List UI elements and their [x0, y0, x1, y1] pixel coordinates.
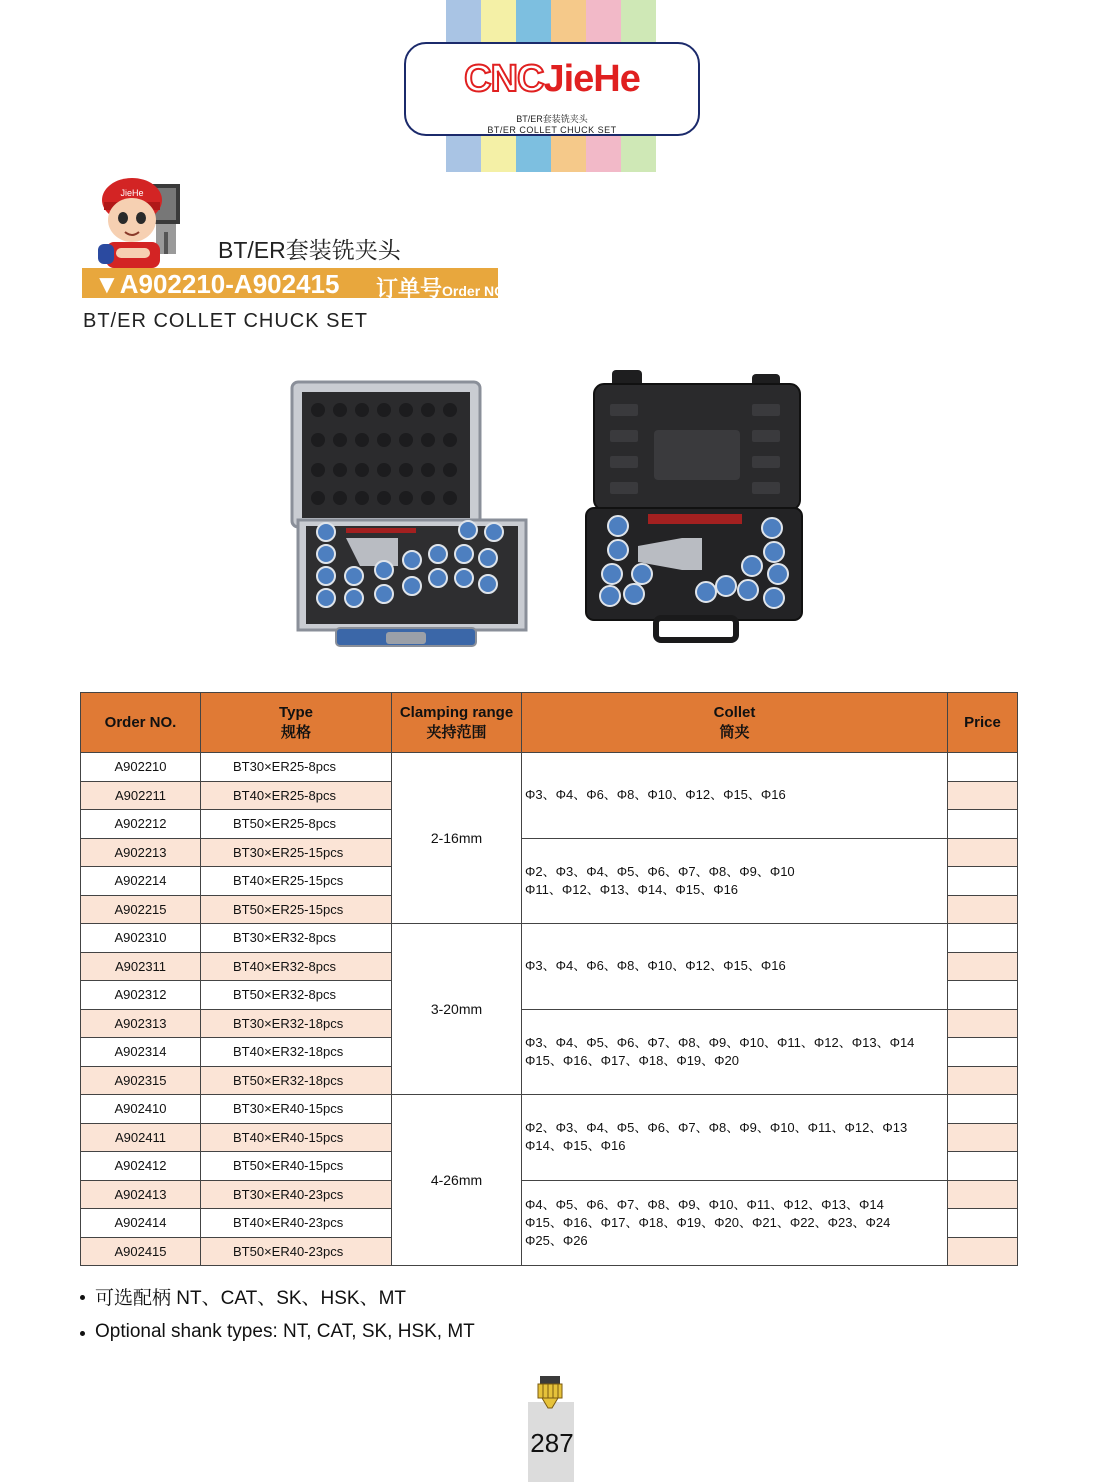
- type-cell: BT50×ER40-23pcs: [201, 1237, 392, 1266]
- type-cell: BT50×ER25-8pcs: [201, 810, 392, 839]
- price-cell: [948, 924, 1018, 953]
- header-order-label: Order NO.: [104, 713, 177, 731]
- price-cell: [948, 895, 1018, 924]
- header-range-en: Clamping range: [399, 703, 514, 721]
- header-collet: [522, 693, 948, 753]
- type-cell: BT30×ER25-15pcs: [201, 838, 392, 867]
- price-cell: [948, 1123, 1018, 1152]
- price-cell: [948, 1152, 1018, 1181]
- order-cell: A902410: [81, 1095, 201, 1124]
- aluminium-case-photo: [288, 380, 528, 650]
- header-price: [948, 693, 1018, 753]
- price-cell: [948, 781, 1018, 810]
- svg-text:JieHe: JieHe: [120, 188, 144, 198]
- order-cell: A902215: [81, 895, 201, 924]
- order-cell: A902310: [81, 924, 201, 953]
- type-cell: BT40×ER25-8pcs: [201, 781, 392, 810]
- note-item: [80, 1321, 475, 1343]
- price-cell: [948, 1066, 1018, 1095]
- order-cell: A902415: [81, 1237, 201, 1266]
- order-cell: A902412: [81, 1152, 201, 1181]
- collet-cell: [522, 1095, 948, 1181]
- collet-cell: [522, 1009, 948, 1095]
- type-cell: BT30×ER25-8pcs: [201, 753, 392, 782]
- bullet-icon: [80, 1331, 85, 1336]
- collet-cell: [522, 1180, 948, 1266]
- order-cell: A902312: [81, 981, 201, 1010]
- tool-holder-icon: [530, 1374, 570, 1414]
- order-cell: A902313: [81, 1009, 201, 1038]
- collet-line: Φ11、Φ12、Φ13、Φ14、Φ15、Φ16: [525, 881, 739, 897]
- header-type-en: Type: [279, 703, 313, 721]
- type-cell: BT50×ER40-15pcs: [201, 1152, 392, 1181]
- order-cell: A902414: [81, 1209, 201, 1238]
- table-row: [81, 1095, 1018, 1124]
- logo-name: JieHe: [543, 58, 640, 100]
- product-title-cn: BT/ER套装铣夹头: [218, 237, 401, 263]
- collet-line: Φ3、Φ4、Φ6、Φ8、Φ10、Φ12、Φ15、Φ16: [525, 787, 786, 803]
- type-cell: BT40×ER40-15pcs: [201, 1123, 392, 1152]
- mascot-icon: [92, 172, 202, 268]
- collet-line: Φ25、Φ26: [525, 1232, 588, 1248]
- order-cell: A902211: [81, 781, 201, 810]
- table-row: [81, 753, 1018, 782]
- order-cell: A902213: [81, 838, 201, 867]
- price-cell: [948, 753, 1018, 782]
- plastic-case-photo: [582, 370, 804, 644]
- order-number-label: [376, 272, 509, 303]
- type-cell: BT40×ER40-23pcs: [201, 1209, 392, 1238]
- order-cell: A902411: [81, 1123, 201, 1152]
- price-cell: [948, 1009, 1018, 1038]
- type-cell: BT40×ER32-18pcs: [201, 1038, 392, 1067]
- price-cell: [948, 1209, 1018, 1238]
- order-number-range: ▼A902210-A902415: [94, 269, 340, 299]
- header-collet-cn: 筒夹: [719, 723, 750, 741]
- collet-line: Φ3、Φ4、Φ5、Φ6、Φ7、Φ8、Φ9、Φ10、Φ11、Φ12、Φ13、Φ14: [525, 1034, 915, 1050]
- price-cell: [948, 1038, 1018, 1067]
- order-cell: A902314: [81, 1038, 201, 1067]
- price-cell: [948, 1095, 1018, 1124]
- type-cell: BT30×ER32-18pcs: [201, 1009, 392, 1038]
- order-cell: A902311: [81, 952, 201, 981]
- product-title-en: BT/ER COLLET CHUCK SET: [83, 310, 369, 332]
- note-text-en: Optional shank types: NT, CAT, SK, HSK, MT: [95, 1321, 475, 1342]
- order-label-cn: 订单号: [376, 276, 443, 301]
- type-cell: BT50×ER32-8pcs: [201, 981, 392, 1010]
- header-collet-en: Collet: [713, 703, 756, 721]
- page-number: 287: [530, 1428, 574, 1458]
- notes-list: [80, 1283, 475, 1354]
- table-header-row: [81, 693, 1018, 753]
- type-cell: BT50×ER32-18pcs: [201, 1066, 392, 1095]
- table-row: [81, 838, 1018, 867]
- price-cell: [948, 981, 1018, 1010]
- header-order-no: [81, 693, 201, 753]
- order-label-en: Order NO.: [442, 283, 509, 299]
- header-price-label: Price: [964, 713, 1001, 731]
- brand-logo-box: [404, 42, 700, 136]
- price-cell: [948, 810, 1018, 839]
- range-cell: 2-16mm: [392, 753, 522, 924]
- collet-line: Φ15、Φ16、Φ17、Φ18、Φ19、Φ20、Φ21、Φ22、Φ23、Φ24: [525, 1214, 891, 1230]
- price-cell: [948, 838, 1018, 867]
- type-cell: BT30×ER40-23pcs: [201, 1180, 392, 1209]
- header-clamping-range: [392, 693, 522, 753]
- price-cell: [948, 1180, 1018, 1209]
- collet-cell: [522, 838, 948, 924]
- logo-subtitle-en: BT/ER COLLET CHUCK SET: [487, 125, 617, 135]
- order-cell: A902214: [81, 867, 201, 896]
- note-item: [80, 1283, 475, 1310]
- header-range-cn: 夹持范围: [426, 723, 487, 741]
- collet-line: Φ14、Φ15、Φ16: [525, 1138, 626, 1154]
- collet-line: Φ4、Φ5、Φ6、Φ7、Φ8、Φ9、Φ10、Φ11、Φ12、Φ13、Φ14: [525, 1196, 884, 1212]
- collet-line: Φ2、Φ3、Φ4、Φ5、Φ6、Φ7、Φ8、Φ9、Φ10: [525, 863, 795, 879]
- bullet-icon: [80, 1295, 85, 1300]
- collet-line: Φ3、Φ4、Φ6、Φ8、Φ10、Φ12、Φ15、Φ16: [525, 958, 786, 974]
- logo-prefix: CNC: [464, 58, 544, 100]
- header-type-cn: 规格: [280, 723, 311, 741]
- type-cell: BT50×ER25-15pcs: [201, 895, 392, 924]
- table-row: [81, 1009, 1018, 1038]
- note-text-cn: 可选配柄 NT、CAT、SK、HSK、MT: [95, 1288, 407, 1309]
- price-cell: [948, 867, 1018, 896]
- order-cell: A902210: [81, 753, 201, 782]
- price-cell: [948, 952, 1018, 981]
- collet-line: Φ15、Φ16、Φ17、Φ18、Φ19、Φ20: [525, 1052, 739, 1068]
- logo-subtitle-cn: BT/ER套装铣夹头: [516, 114, 588, 124]
- header-type: [201, 693, 392, 753]
- range-cell: 3-20mm: [392, 924, 522, 1095]
- type-cell: BT30×ER40-15pcs: [201, 1095, 392, 1124]
- table-row: [81, 1180, 1018, 1209]
- table-row: [81, 924, 1018, 953]
- range-cell: 4-26mm: [392, 1095, 522, 1266]
- collet-cell: [522, 924, 948, 1010]
- collet-cell: [522, 753, 948, 839]
- brand-logo: [406, 58, 698, 101]
- order-cell: A902315: [81, 1066, 201, 1095]
- type-cell: BT30×ER32-8pcs: [201, 924, 392, 953]
- collet-line: Φ2、Φ3、Φ4、Φ5、Φ6、Φ7、Φ8、Φ9、Φ10、Φ11、Φ12、Φ13: [525, 1120, 908, 1136]
- specification-table: [80, 692, 1018, 1266]
- order-cell: A902413: [81, 1180, 201, 1209]
- type-cell: BT40×ER32-8pcs: [201, 952, 392, 981]
- price-cell: [948, 1237, 1018, 1266]
- order-cell: A902212: [81, 810, 201, 839]
- type-cell: BT40×ER25-15pcs: [201, 867, 392, 896]
